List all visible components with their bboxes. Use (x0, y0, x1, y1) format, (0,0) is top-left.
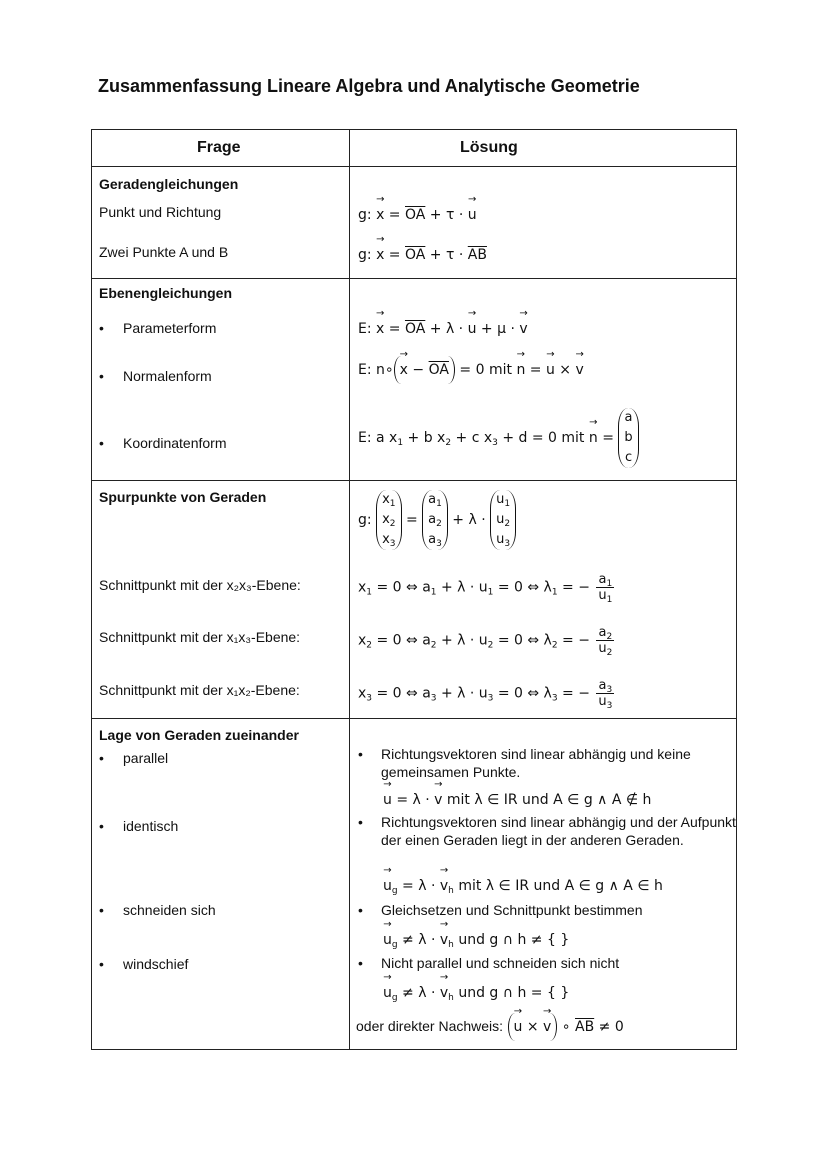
formula-spur-x2: $x_2 = 0$ ⇔ $a_2 + \lambda \cdot u_2 = 0$ ⇔ $\lambda_2$ = − $\frac{a_2}{u_2}$ (358, 625, 613, 658)
section-ebenen-heading: Ebenengleichungen (99, 285, 233, 301)
ebenen-item-label: Normalenform (123, 368, 212, 384)
row-divider (92, 480, 736, 481)
row-divider (92, 278, 736, 279)
row-divider (92, 718, 736, 719)
bullet: • (99, 435, 104, 451)
bullet: • (99, 750, 104, 766)
formula-normalenform: E: n∘ → $x - \overline{OA} = 0$ mit → n = → u × → v (358, 356, 584, 384)
formula-identisch: → $u_g = \lambda$ · → $v_h$ mit λ ∈ IR und A ∈ g ∧ A ∈ h (383, 878, 663, 894)
formula-parameterform: E: → $x = \overline{OA} + \lambda$ · → u + μ · → v (358, 321, 528, 337)
lage-item-label: schneiden sich (123, 902, 216, 918)
section-spur-heading: Spurpunkte von Geraden (99, 489, 267, 505)
header-frage: Frage (197, 139, 241, 156)
bullet: • (99, 956, 104, 972)
geraden-item-label: Punkt und Richtung (99, 204, 222, 220)
row-divider (92, 166, 736, 167)
column-divider (349, 130, 350, 1049)
section-geraden-heading: Geradengleichungen (99, 176, 239, 192)
formula-direkter-nachweis: oder direkter Nachweis: → u × → v ∘ $\overline{AB} \ne 0$ (356, 1013, 624, 1041)
lage-desc-windschief: Nicht parallel und schneiden sich nicht (381, 955, 620, 971)
und-label: und (458, 932, 485, 948)
mit-label: mit (488, 362, 512, 378)
geraden-item-label: Zwei Punkte A und B (99, 244, 229, 260)
ebenen-item-label: Koordinatenform (123, 435, 227, 451)
lage-item-label: windschief (123, 956, 189, 972)
bullet: • (358, 814, 363, 830)
ebenen-item-label: Parameterform (123, 320, 217, 336)
direkt-label: oder direkter Nachweis: (356, 1018, 504, 1034)
formula-schneiden: → $u_g \ne \lambda$ · → $v_h$ und g ∩ h ≠ { } (383, 932, 569, 948)
formula-spur-x3: $x_3 = 0$ ⇔ $a_3 + \lambda \cdot u_3 = 0$ ⇔ $\lambda_3$ = − $\frac{a_3}{u_3}$ (358, 678, 613, 711)
bullet: • (99, 320, 104, 336)
spur-label-x1x3: Schnittpunkt mit der x₁x₃-Ebene: (99, 629, 301, 645)
mit-label: mit (561, 430, 585, 446)
formula-gerade-koordinaten: g: $x_1$ $x_2$ $x_3$ = $a_1$ $a_2$ $a_3$ + λ · $u_1$ $u_2$ $u_3$ (358, 490, 516, 550)
spur-label-x1x2: Schnittpunkt mit der x₁x₂-Ebene: (99, 682, 300, 698)
formula-gerade-punkt-richtung: g: → $x = \overline{OA} + \tau$ · → u (358, 207, 477, 223)
bullet: • (358, 902, 363, 918)
lage-desc-identisch: Richtungsvektoren sind linear abhängig und der Aufpunkt der einen Geraden liegt in der anderen Geraden. (381, 814, 736, 848)
formula-windschief: → $u_g \ne \lambda$ · → $v_h$ und g ∩ h = { } (383, 985, 569, 1001)
bullet: • (358, 955, 363, 971)
formula-parallel: → u = λ · → v mit λ ∈ IR und A ∈ g ∧ A ∉ h (383, 792, 651, 808)
lage-item-label: identisch (123, 818, 179, 834)
lage-desc-parallel: Richtungsvektoren sind linear abhängig und keine gemeinsamen Punkte. (381, 746, 691, 780)
formula-gerade-zwei-punkte: g: → $x = \overline{OA} + \tau \cdot \overline{AB}$ (358, 247, 487, 263)
section-lage-heading: Lage von Geraden zueinander (99, 727, 299, 743)
bullet: • (99, 368, 104, 384)
spur-label-x2x3: Schnittpunkt mit der x₂x₃-Ebene: (99, 577, 301, 593)
page-title: Zusammenfassung Lineare Algebra und Analytische Geometrie (98, 76, 640, 96)
bullet: • (358, 746, 363, 762)
formula-spur-x1: $x_1 = 0$ ⇔ $a_1 + \lambda \cdot u_1 = 0$ ⇔ $\lambda_1$ = − $\frac{a_1}{u_1}$ (358, 572, 613, 605)
header-loesung: Lösung (460, 139, 518, 156)
bullet: • (99, 818, 104, 834)
formula-koordinatenform: E: a $x_1 + b$ $x_2 + c$ $x_3 + d = 0$ mit → n = a b c (358, 408, 639, 468)
bullet: • (99, 902, 104, 918)
und-label: und (458, 985, 485, 1001)
lage-desc-schneiden: Gleichsetzen und Schnittpunkt bestimmen (381, 902, 643, 918)
lage-item-label: parallel (123, 750, 169, 766)
